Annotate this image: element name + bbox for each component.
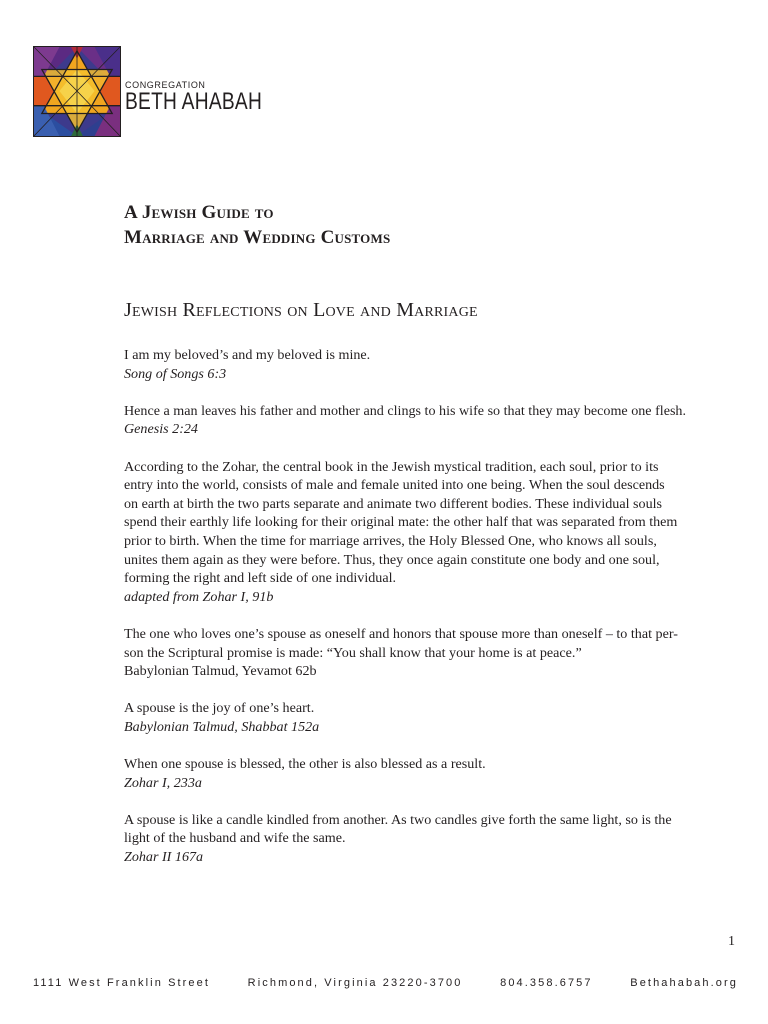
quote-citation: Genesis 2:24: [124, 421, 198, 438]
footer-city: Richmond, Virginia 23220-3700: [247, 977, 463, 989]
quotes-section: [124, 346, 724, 885]
quote-text-line: According to the Zohar, the central book in the Jewish mystical tradition, each soul, prior to its: [124, 458, 659, 475]
footer: [33, 977, 738, 989]
quote-text-line: son the Scriptural promise is made: “You shall know that your home is at peace.”: [124, 644, 582, 661]
quote-text-line: When one spouse is blessed, the other is also blessed as a result.: [124, 756, 486, 773]
document-title: [124, 200, 390, 250]
quote-citation: Babylonian Talmud, Yevamot 62b: [124, 663, 317, 680]
quote-text-line: prior to birth. When the time for marriage arrives, the Holy Blessed One, who knows all souls,: [124, 532, 657, 549]
quote-text-line: forming the right and left side of one individual.: [124, 570, 397, 587]
quote-text-line: A spouse is like a candle kindled from another. As two candles give forth the same light, so is the: [124, 811, 672, 828]
quote-text-line: entry into the world, consists of male and female united into one being. When the soul descends: [124, 477, 665, 494]
quote-text-line: Hence a man leaves his father and mother and clings to his wife so that they may become one flesh.: [124, 402, 687, 419]
quote-citation: adapted from Zohar I, 91b: [124, 588, 274, 605]
quote-block: [124, 811, 724, 867]
logo-wordmark: [125, 80, 296, 114]
title-line-1: A Jewish Guide to: [124, 202, 274, 223]
quote-text-line: The one who loves one’s spouse as oneself and honors that spouse more than oneself – to that per-: [124, 625, 678, 642]
org-name: BETH AHABAH: [125, 88, 263, 115]
title-line-2: Marriage and Wedding Customs: [124, 227, 391, 248]
quote-citation: Babylonian Talmud, Shabbat 152a: [124, 718, 320, 735]
quote-citation: Zohar I, 233a: [124, 774, 202, 791]
quote-block: [124, 402, 724, 439]
quote-citation: Song of Songs 6:3: [124, 365, 227, 382]
quote-text-line: light of the husband and wife the same.: [124, 830, 346, 847]
footer-website[interactable]: Bethahabah.org: [630, 977, 738, 989]
quote-citation: Zohar II 167a: [124, 849, 204, 866]
quote-block: [124, 699, 724, 736]
quote-block: [124, 625, 724, 681]
footer-address: 1111 West Franklin Street: [33, 977, 211, 989]
quote-text-line: spend their earthly life looking for their original mate: the other half that was separated from them: [124, 514, 678, 531]
org-label-small: CONGREGATION: [125, 80, 206, 90]
quote-block: [124, 346, 724, 383]
quote-text-line: unites them again as they were before. Thus, they once again constitute one body and one soul,: [124, 551, 660, 568]
section-heading: Jewish Reflections on Love and Marriage: [124, 299, 478, 321]
congregation-logo: [33, 46, 121, 137]
footer-phone: 804.358.6757: [500, 977, 593, 989]
star-of-david-stained-glass-icon: [34, 47, 120, 136]
quote-text-line: I am my beloved’s and my beloved is mine.: [124, 347, 371, 363]
quote-block: [124, 755, 724, 792]
quote-text-line: on earth at birth the two parts separate and animate two different bodies. These individual souls: [124, 495, 663, 512]
quote-text-line: A spouse is the joy of one’s heart.: [124, 700, 315, 717]
page-number: 1: [728, 934, 735, 949]
quote-block: [124, 458, 724, 607]
